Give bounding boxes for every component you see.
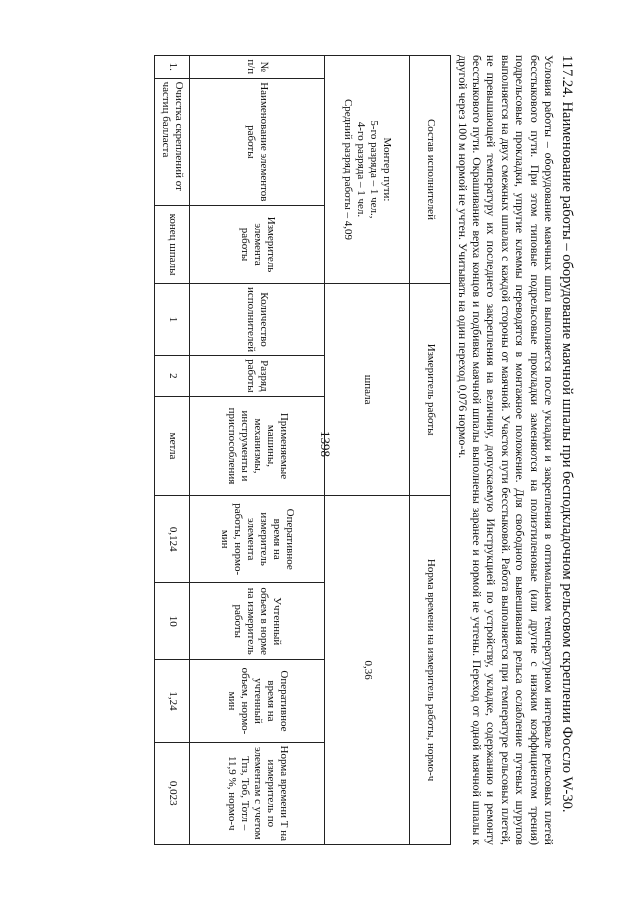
row-num: 1. [155,56,190,79]
crew-line-4: Средний разряд работы – 4,09 [342,98,355,240]
crew-cell [325,56,410,284]
page-number: 1398 [318,431,333,457]
header-unit-of-work: Измеритель работы [410,283,451,495]
header-num: № п/п [190,56,325,79]
crew-line-3: 4-го разряда – 1 чел. [355,121,368,218]
header-norm-time-element: Норма времени Т на измеритель по элементам с учетом Тпз, Тоб, Тотл – 11,9 %, нормо-ч [190,742,325,844]
norms-table [154,55,451,845]
header-machines: Применяемые машины, механизмы, инструменты и приспособления [190,396,325,496]
header-counted-volume: Учтенный объем в норме на измеритель работы [190,583,325,660]
header-workers-count: Количество исполнителей [190,283,325,355]
header-grade: Разряд работы [190,356,325,397]
crew-line-1: Монтер пути: [381,137,394,202]
header-op-time-unit: Оперативное время на измеритель элемента работы, нормо-мин [190,496,325,583]
table-row [155,56,190,845]
row-op-time-volume: 1,24 [155,660,190,742]
row-norm-time: 0,023 [155,742,190,844]
work-conditions: Условия работы – оборудование маячных шпал выполняется после укладки и закрепления в оптимальном температурном интервале рельсовых плетей бесстыкового пути. При этом типовые подрельсовые прокладки заменяются на полиэтиленовые (или другие с низким коэффициентом трения) подрельсовые прокладки, упругие клеммы переводятся в монтажное положение. Для свободного вывешивания рельса ослабление путевых шурупов выполняется на двух смежных шпалах с каждой стороны от маячной. Участок пути бесстыковой. Работа выполняется при температуре рельсовых плетей, не превышающей температуру их последнего закрепления на величину, допускаемую Инструкцией по устройству, укладке, содержанию и ремонту бесстыкового пути. Окрашивание верха концов и подбивка маячной шпалы выполнены заранее и нормой не учтены. Переход от одной маячной шпалы к другой через 100 м нормой не учтен. Учитывать на один переход 0,076 нормо-ч. [455,55,556,845]
row-element-unit: конец шпалы [155,206,190,284]
crew-row [325,56,410,845]
work-title: 117.24. Наименование работы – оборудование маячной шпалы при бесподкладочном рельсовом скреплении Фоссло W-30. [559,55,575,813]
header-element-unit: Измеритель элемента работы [190,206,325,284]
header-row-top [410,56,451,845]
header-row-columns [190,56,325,845]
header-crew: Состав исполнителей [410,56,451,284]
row-counted-volume: 10 [155,583,190,660]
row-grade: 2 [155,356,190,397]
header-norm-time: Норма времени на измеритель работы, нормо-ч [410,496,451,845]
document-sheet [45,55,575,845]
row-op-time: 0,124 [155,496,190,583]
row-element-name: Очистка скреплений от частиц балласта [155,78,190,206]
header-element-name: Наименование элементов работы [190,78,325,206]
unit-of-work-value: шпала [325,283,410,495]
row-machines: метла [155,396,190,496]
crew-line-2: 5-го разряда – 1 чел., [368,120,381,219]
header-op-time-volume: Оперативное время на учтенный объем, нормо-мин [190,660,325,742]
row-workers-count: 1 [155,283,190,355]
norm-time-value: 0,36 [325,496,410,845]
